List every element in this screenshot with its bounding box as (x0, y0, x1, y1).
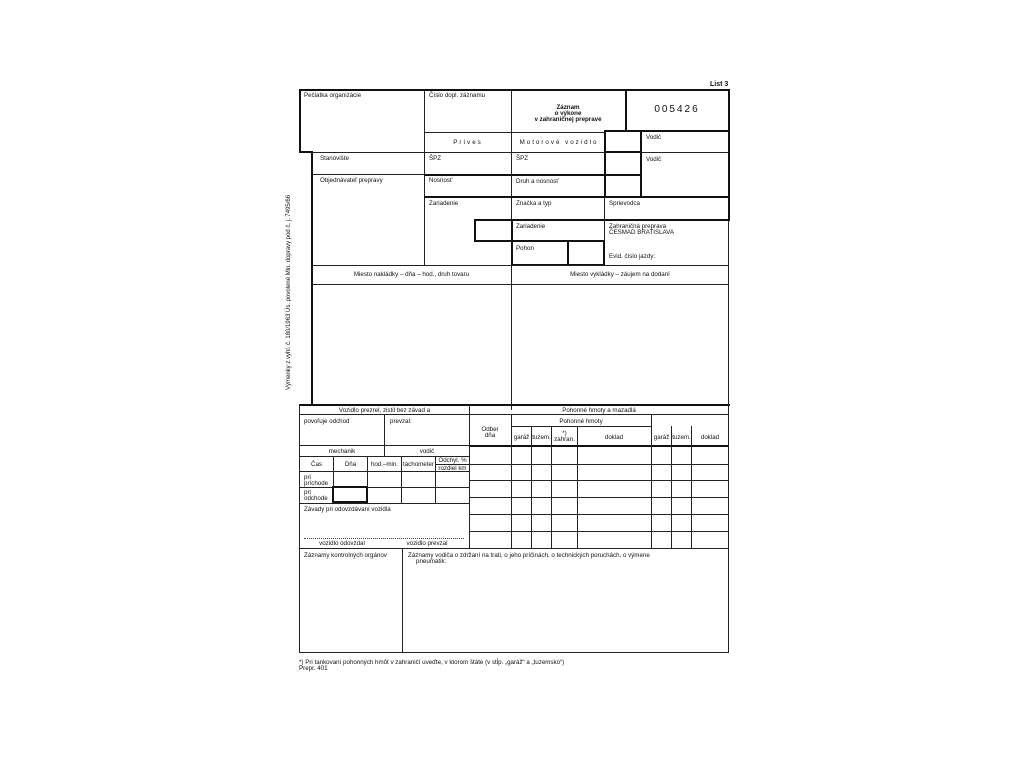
taken-over-label: Vozidlo prezrel, zistil bez závad a (338, 407, 431, 414)
stamp-label: Pečiatka organizácie (304, 92, 362, 99)
record-number-label: Číslo dopl. záznamu (429, 92, 486, 99)
trailer-equipment-label: Zariadenie (429, 200, 459, 207)
driver2-code-box[interactable] (604, 151, 642, 176)
frame-top (299, 89, 730, 91)
drive-code-box[interactable] (567, 240, 605, 266)
vehicle-received-label: vozidlo prevzal (406, 540, 448, 547)
took-over-label: prevzal: (390, 418, 412, 425)
type-capacity-label: Druh a nosnosť (516, 178, 559, 185)
ride-number-label: Evid. číslo jazdy: (609, 253, 656, 260)
departure-day-box[interactable] (332, 486, 368, 503)
frame-left-top (299, 89, 301, 153)
odber-label2: dňa (484, 432, 496, 439)
col-zahran-mark: *) (562, 430, 567, 437)
odber-label1: Odber (481, 426, 499, 433)
fuel-title: Pohonné hmoty a mazadlá (562, 407, 636, 414)
regulation-side-note: Výmenky z vyhl. č. 180/1963 Ús. povolené Min. dopravy pod č. j. 7495/66 (286, 194, 292, 390)
col-time-label: Čas (310, 461, 322, 468)
driver-notes-label2: pneumatik: (416, 558, 447, 565)
sheet-label: List 3 (710, 81, 729, 88)
vehicle-equipment-label: Zariadenie (516, 223, 546, 230)
col-zahran: zahran. (554, 436, 575, 443)
col-tacho-label: tachometer (403, 461, 434, 468)
escort-label: Sprievodca (609, 200, 640, 207)
col-day-label: Dňa (344, 461, 357, 468)
carrier-name: ČESMAD BRATISLAVA (609, 229, 674, 236)
footnote-line2: Prepr. 401 (299, 665, 328, 672)
frame-right-top (728, 89, 730, 221)
make-type-label: Značka a typ (516, 200, 552, 207)
col-hourmin-label: hod.–min. (370, 461, 399, 468)
row-departure-label2: odchode (304, 495, 328, 502)
vehicle-spz-label: ŠPZ (516, 155, 529, 162)
driver2-label: Vodič (646, 156, 662, 163)
driver-notes-label: Záznamy vodiča o zdržaní na trati, o jeho príčinách, o technických poruchách, o výmene (408, 552, 650, 559)
type-code-box[interactable] (604, 174, 642, 198)
row-arrival-label1: pri (304, 474, 311, 481)
unloading-place-label: Miesto vykládky – záujem na dodaní (570, 271, 670, 278)
col-tuzem2: tuzem. (672, 434, 691, 441)
drive-label: Pohon (516, 245, 534, 252)
vehicle-handed-label: vozidlo odovzdal (319, 540, 365, 547)
fuel-subtitle: Pohonné hmoty (559, 418, 603, 425)
driver1-code-box[interactable] (604, 130, 642, 153)
row-arrival-label2: príchode (304, 480, 329, 487)
carrier-label: Zahraničná preprava (609, 223, 667, 230)
defects-label: Závady pri odovzdávaní vozidla (304, 506, 391, 513)
col-deviation-label: Odchyl. % (438, 457, 467, 464)
driver-sign-label: vodič (419, 448, 435, 455)
title-line2: o výkone (554, 110, 582, 117)
control-organs-label: Záznamy kontrolných orgánov (304, 552, 387, 559)
frame-left-mid (311, 151, 313, 405)
station-label: Stanovište (320, 155, 349, 162)
driver1-label: Vodič (646, 134, 662, 141)
allows-departure-label: povoľuje odchod (304, 418, 350, 425)
row-departure-label1: pri (304, 489, 311, 496)
title-line3: v zahraničnej preprave (534, 116, 602, 123)
col-doklad: doklad (604, 434, 624, 441)
lower-frame-top (299, 404, 730, 406)
mechanic-label: mechanik (328, 448, 356, 455)
title-line1: Záznam (556, 104, 580, 111)
col-doklad2: doklad (700, 434, 720, 441)
trailer-section-label: Príves (453, 139, 483, 146)
footnote-line1: *) Pri tankovaní pohonných hmôt v zahraničí uveďte, v ktorom štáte (v stĺp. „garáž“ a „tuzemsko“) (299, 659, 565, 666)
serial-number: 005426 (654, 104, 700, 115)
col-garaz2: garáž (653, 434, 670, 441)
frame-right-mid (728, 220, 729, 405)
col-tuzem: tuzem. (532, 434, 551, 441)
vehicle-section-label: Motorové vozidlo (519, 139, 599, 146)
col-km-diff-label: rozdiel km (438, 465, 467, 472)
col-garaz: garáž (513, 434, 530, 441)
capacity-label: Nosnosť (429, 177, 453, 184)
trailer-spz-label: ŠPZ (429, 155, 442, 162)
customer-label: Objednávateľ prepravy (320, 177, 383, 184)
loading-place-label: Miesto nakládky – dňa – hod., druh tovaru (353, 271, 470, 278)
